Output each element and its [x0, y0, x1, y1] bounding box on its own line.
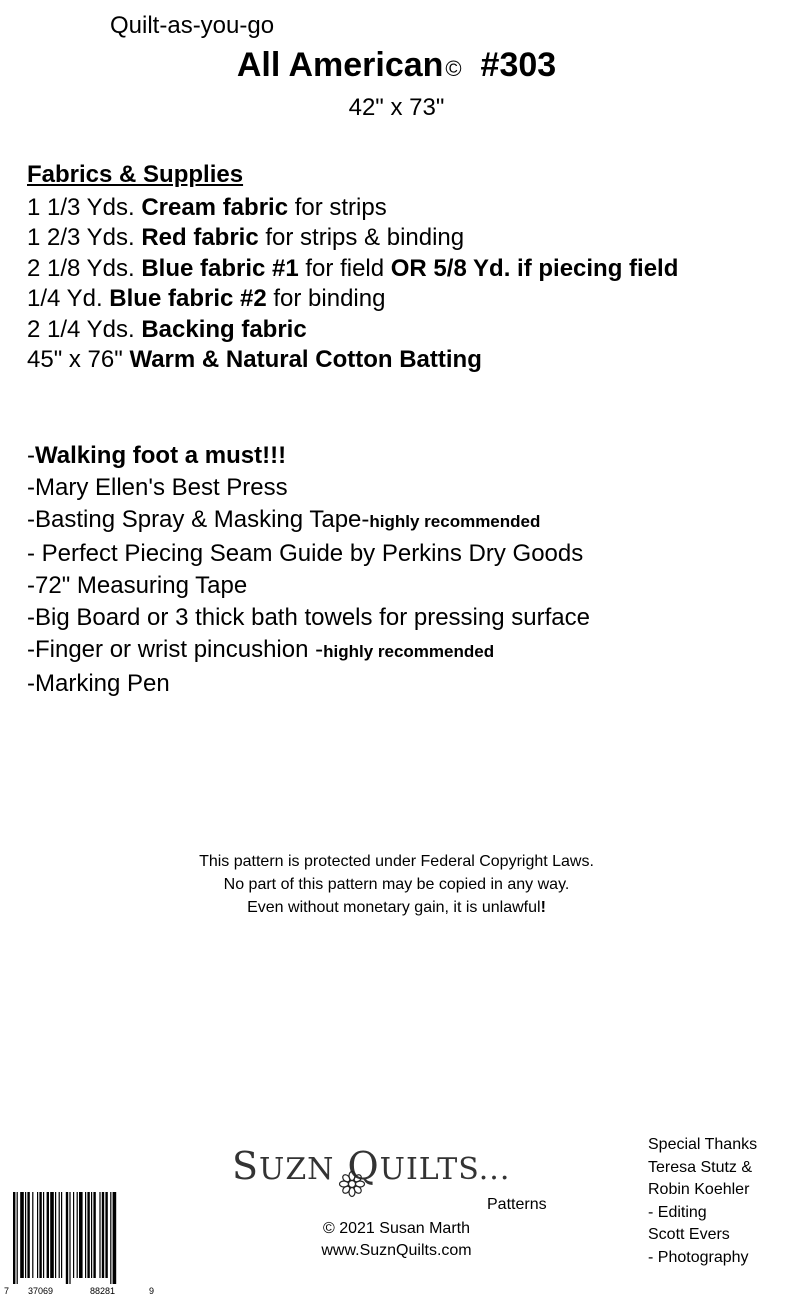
barcode	[13, 1192, 151, 1284]
supply-basting: -Basting Spray & Masking Tape-	[27, 506, 370, 533]
special-thanks	[648, 1134, 757, 1269]
barcode-bar	[47, 1192, 49, 1278]
fabric-amount: 2 1/8 Yds.	[27, 254, 142, 282]
barcode-bar	[59, 1192, 60, 1278]
barcode-bar	[37, 1192, 38, 1278]
title-text: All American	[236, 46, 444, 84]
copyright-line: No part of this pattern may be copied in any way.	[223, 876, 570, 893]
barcode-digit: 37069	[28, 1286, 54, 1296]
logo-copyright: © 2021 Susan Marth	[323, 1220, 470, 1237]
flower-icon	[338, 1170, 366, 1198]
fabric-item	[27, 223, 678, 254]
logo-letter: Q	[334, 1144, 380, 1188]
supply-item	[27, 504, 590, 538]
supply-item	[27, 440, 590, 472]
fabric-name: Blue fabric #1	[141, 254, 299, 282]
barcode-bar	[105, 1192, 107, 1278]
copyright-line-text: Even without monetary gain, it is unlawful	[247, 899, 541, 916]
fabric-use: for strips & binding	[258, 224, 465, 251]
supplies-section	[27, 440, 590, 700]
fabric-name: Red fabric	[141, 224, 259, 251]
supply-pincushion: -Finger or wrist pincushion -	[27, 636, 324, 663]
thanks-line: Teresa Stutz &	[648, 1158, 753, 1176]
barcode-bar	[32, 1192, 33, 1278]
supply-note: highly recommended	[369, 512, 541, 531]
fabric-name: Backing fabric	[141, 315, 307, 343]
fabric-name: Warm & Natural Cotton Batting	[129, 346, 482, 373]
barcode-bar	[87, 1192, 89, 1278]
fabric-item	[27, 315, 678, 346]
fabric-amount: 1 1/3 Yds.	[27, 193, 142, 221]
thanks-line: Special Thanks	[648, 1136, 758, 1153]
barcode-bar	[102, 1192, 104, 1278]
copyright-line	[0, 896, 793, 919]
pattern-subtitle: Quilt-as-you-go	[110, 12, 275, 39]
supply-item: -Mary Ellen's Best Press	[27, 474, 288, 501]
barcode-digit: 7	[4, 1286, 10, 1296]
fabric-amount: 1/4 Yd.	[27, 285, 110, 312]
fabric-amount: 45" x 76"	[27, 346, 130, 373]
fabric-amount: 1 2/3 Yds.	[27, 224, 142, 251]
thanks-line: Robin Koehler	[648, 1181, 750, 1198]
barcode-bar	[25, 1192, 26, 1278]
barcode-bar	[27, 1192, 29, 1278]
barcode-bar	[73, 1192, 74, 1278]
barcode-bar	[13, 1192, 15, 1284]
supply-item: - Perfect Piecing Seam Guide by Perkins Dry Goods	[27, 540, 584, 567]
barcode-bar	[17, 1192, 18, 1284]
supply-item: -Big Board or 3 thick bath towels for pressing surface	[27, 604, 590, 631]
copyright-mark: ©	[445, 56, 462, 81]
logo-text: UZN	[259, 1152, 335, 1187]
barcode-bar	[55, 1192, 56, 1278]
thanks-line: - Editing	[648, 1203, 707, 1221]
barcode-bar	[99, 1192, 100, 1278]
barcode-bar	[77, 1192, 78, 1278]
fabrics-section	[27, 160, 678, 376]
fabric-name: Blue fabric #2	[109, 285, 267, 312]
barcode-bar	[43, 1192, 44, 1278]
fabric-item	[27, 284, 678, 315]
fabric-amount: 2 1/4 Yds.	[27, 315, 142, 343]
fabric-use: for binding	[266, 285, 386, 312]
barcode-bar	[79, 1192, 83, 1278]
barcode-bar	[110, 1192, 111, 1284]
pattern-number: #303	[480, 46, 557, 84]
barcode-bar	[61, 1192, 62, 1278]
pattern-title	[0, 46, 793, 85]
thanks-line: - Photography	[648, 1248, 749, 1266]
logo-letter: S	[232, 1144, 260, 1188]
barcode-digit: 9	[149, 1286, 155, 1296]
fabric-name: Cream fabric	[141, 193, 289, 221]
copyright-line: This pattern is protected under Federal Copyright Laws.	[199, 853, 594, 870]
copyright-exclaim: !	[540, 899, 546, 916]
supply-item: -Marking Pen	[27, 670, 170, 697]
barcode-bar	[66, 1192, 68, 1284]
barcode-bar	[85, 1192, 86, 1278]
thanks-line: Scott Evers	[648, 1226, 730, 1243]
copyright-notice	[0, 850, 793, 919]
quilt-size: 42" x 73"	[348, 94, 445, 121]
fabric-item	[27, 254, 678, 285]
fabric-item	[27, 345, 678, 376]
logo-patterns-label: Patterns	[487, 1196, 547, 1213]
fabric-use: for strips	[288, 193, 387, 221]
barcode-bar	[91, 1192, 92, 1278]
supply-walking-foot: Walking foot a must!!!	[35, 442, 287, 469]
logo-text: UILTS...	[379, 1152, 511, 1187]
barcode-bar	[50, 1192, 54, 1278]
supply-item: -72" Measuring Tape	[27, 572, 248, 599]
fabric-item	[27, 193, 678, 224]
logo-website: www.SuznQuilts.com	[321, 1242, 472, 1259]
barcode-bar	[39, 1192, 41, 1278]
suzn-quilts-logo	[232, 1144, 510, 1188]
supply-item	[27, 634, 590, 668]
supply-dash: -	[27, 442, 35, 469]
barcode-bar	[113, 1192, 117, 1284]
fabrics-heading: Fabrics & Supplies	[27, 161, 244, 188]
barcode-digit: 88281	[90, 1286, 116, 1296]
supply-note: highly recommended	[323, 642, 495, 661]
barcode-bar	[69, 1192, 70, 1284]
fabric-use: for field	[298, 254, 391, 282]
barcode-bar	[20, 1192, 24, 1278]
fabric-alt: OR 5/8 Yd. if piecing field	[390, 254, 679, 282]
barcode-bar	[93, 1192, 95, 1278]
